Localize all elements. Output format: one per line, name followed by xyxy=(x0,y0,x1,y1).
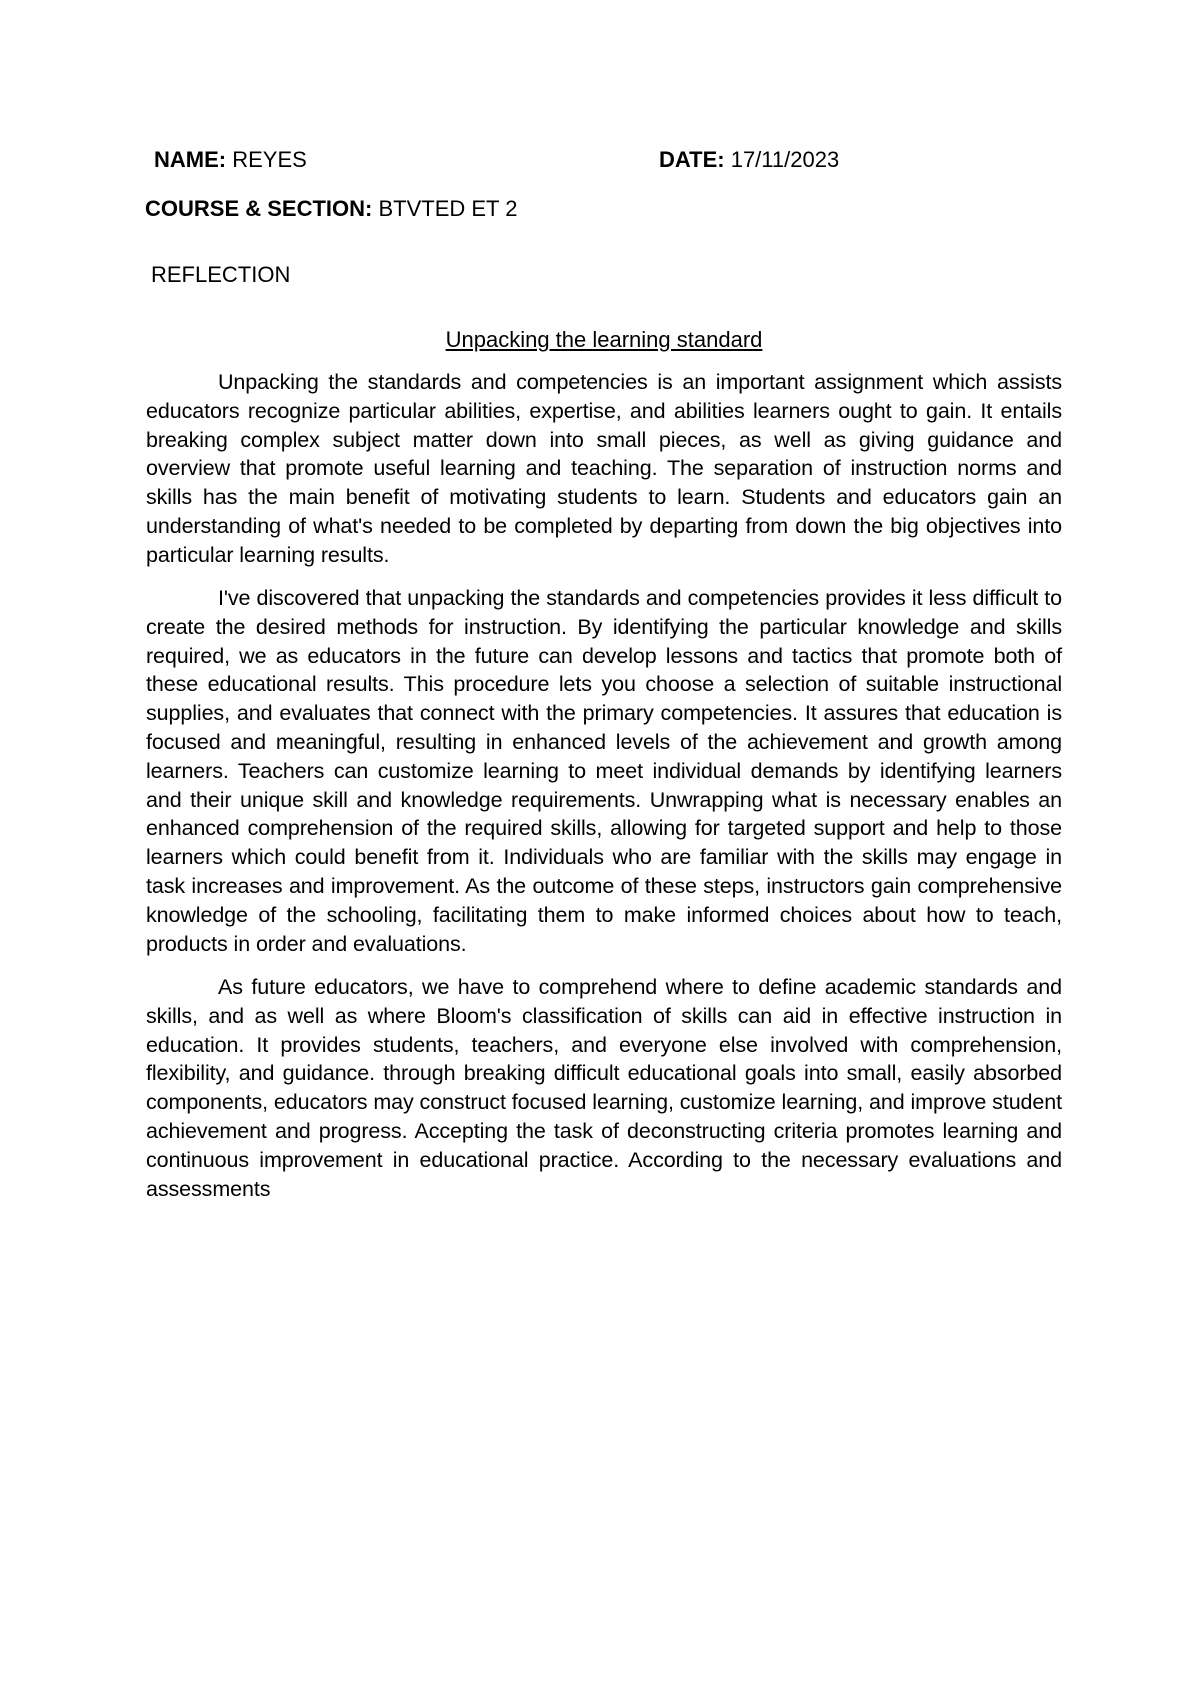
paragraph-1: Unpacking the standards and competencies is an important assignment which assists educators recognize particular abilities, expertise, and abilities learners ought to gain. It entails breaking complex subject matter down into small pieces, as well as giving guidance and overview that promote useful learning and teaching. The separation of instruction norms and skills has the main benefit of motivating students to learn. Students and educators gain an understanding of what's needed to be completed by departing from down the big objectives into particular learning results. xyxy=(146,370,1062,567)
course-value: BTVTED ET 2 xyxy=(372,196,518,221)
paragraph-3: As future educators, we have to comprehend where to define academic standards and skills, and as well as where Bloom's classification of skills can aid in effective instruction in education. It provides students, teachers, and everyone else involved with comprehension, flexibility, and guidance. through breaking difficult educational goals into small, easily absorbed components, educators may construct focused learning, customize learning, and improve student achievement and progress. Accepting the task of deconstructing criteria promotes learning and continuous improvement in educational practice. According to the necessary evaluations and assessments xyxy=(146,974,1062,1201)
document-title: Unpacking the learning standard xyxy=(445,327,763,352)
name-field xyxy=(154,147,307,173)
course-label: COURSE & SECTION: xyxy=(145,196,373,221)
name-value: REYES xyxy=(226,147,307,172)
name-label: NAME: xyxy=(154,147,227,172)
paragraph-2: I've discovered that unpacking the standards and competencies provides it less difficult to create the desired methods for instruction. By identifying the particular knowledge and skills required, we as educators in the future can develop lessons and tactics that promote both of these educational results. This procedure lets you choose a selection of suitable instructional supplies, and evaluates that connect with the primary competencies. It assures that education is focused and meaningful, resulting in enhanced levels of the achievement and growth among learners. Teachers can customize learning to meet individual demands by identifying learners and their unique skill and knowledge requirements. Unwrapping what is necessary enables an enhanced comprehension of the required skills, allowing for targeted support and help to those learners which could benefit from it. Individuals who are familiar with the skills may engage in task increases and improvement. As the outcome of these steps, instructors gain comprehensive knowledge of the schooling, facilitating them to make informed choices about how to teach, products in order and evaluations. xyxy=(146,586,1062,956)
reflection-label: REFLECTION xyxy=(151,262,291,287)
date-field xyxy=(659,147,839,173)
course-section-field xyxy=(145,196,517,222)
date-value: 17/11/2023 xyxy=(724,147,840,172)
date-label: DATE: xyxy=(659,147,725,172)
body-text xyxy=(146,368,1062,1218)
